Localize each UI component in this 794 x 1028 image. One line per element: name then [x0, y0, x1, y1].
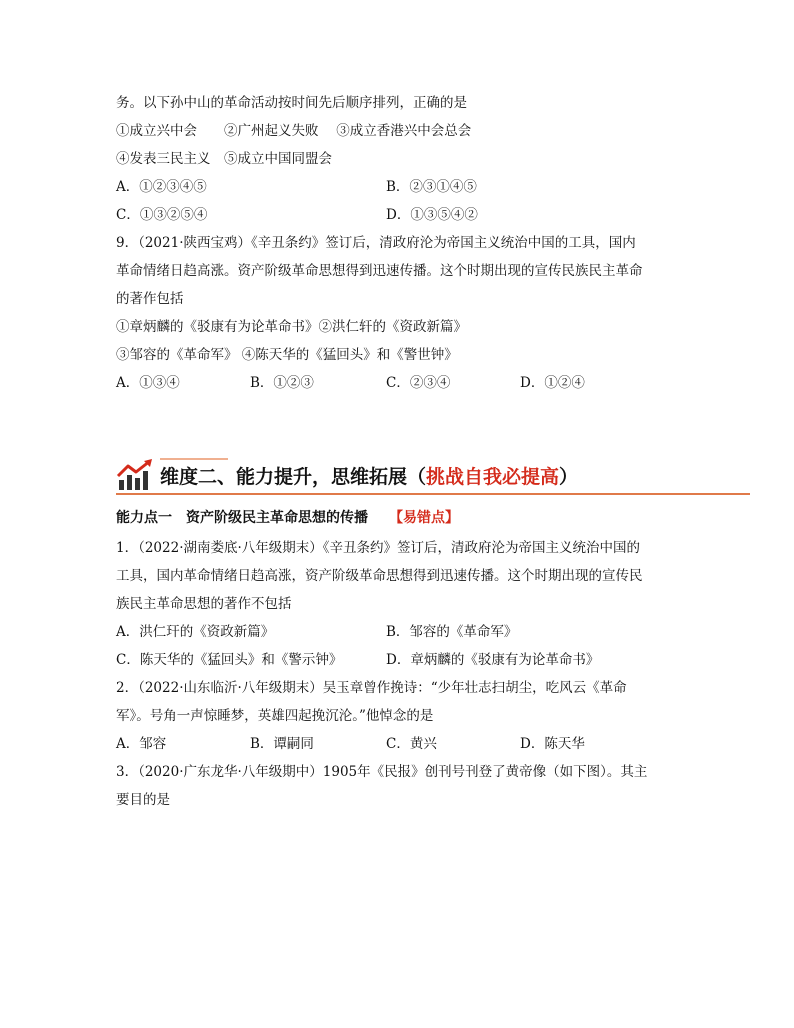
q2-stem-line2: 军》。号角一声惊睡梦，英雄四起挽沉沦。”他悼念的是: [116, 708, 434, 724]
subsection-tag: 【易错点】: [396, 510, 459, 526]
subsection-label: 能力点一 资产阶级民主革命思想的传播: [116, 510, 396, 526]
q1-stem-line1: 1．（2022·湖南娄底·八年级期末）《辛丑条约》签订后，清政府沦为帝国主义统治中国的: [116, 540, 641, 556]
q9-stem-line2: 革命情绪日趋高涨。资产阶级革命思想得到迅速传播。这个时期出现的宣传民族民主革命: [116, 263, 643, 279]
q3-stem-line2: 要目的是: [116, 792, 170, 808]
q2-option-c: C．黄兴: [386, 736, 437, 752]
section-title-close: ）: [559, 466, 579, 488]
q2-option-b: B．谭嗣同: [250, 736, 314, 752]
q1-option-a: A．洪仁玕的《资政新篇》: [116, 624, 275, 640]
q8-stem: 务。以下孙中山的革命活动按时间先后顺序排列，正确的是: [116, 95, 467, 111]
q8-items-line1: ①成立兴中会 ②广州起义失败 ③成立香港兴中会总会: [116, 123, 472, 139]
q2-stem-line1: 2．（2022·山东临沂·八年级期末）吴玉章曾作挽诗：“少年壮志扫胡尘，吃风云《革命: [116, 680, 627, 696]
section-divider: [116, 493, 750, 495]
section-header: [116, 458, 750, 496]
q9-items-line1: ①章炳麟的《驳康有为论革命书》②洪仁轩的《资政新篇》: [116, 319, 467, 335]
q8-option-a: A．①②③④⑤: [116, 179, 207, 195]
q3-stem-line1: 3．（2020·广东龙华·八年级期中）1905年《民报》创刊号刊登了黄帝像（如下图）。其主: [116, 764, 648, 780]
q9-option-d: D．①②④: [520, 375, 585, 391]
q1-option-b: B．邹容的《革命军》: [386, 624, 518, 640]
q8-option-d: D．①③⑤④②: [386, 207, 478, 223]
q9-items-line2: ③邹容的《革命军》 ④陈天华的《猛回头》和《警世钟》: [116, 347, 458, 363]
q1-option-d: D．章炳麟的《驳康有为论革命书》: [386, 652, 600, 668]
subsection-title: [116, 507, 459, 527]
q9-option-a: A．①③④: [116, 375, 180, 391]
section-title-main: 维度二、能力提升，思维拓展（: [160, 466, 427, 488]
q9-option-c: C．②③④: [386, 375, 451, 391]
q8-option-c: C．①③②⑤④: [116, 207, 208, 223]
q9-stem-line1: 9．（2021·陕西宝鸡）《辛丑条约》签订后，清政府沦为帝国主义统治中国的工具，国内: [116, 235, 636, 251]
q1-option-c: C．陈天华的《猛回头》和《警示钟》: [116, 652, 343, 668]
q1-stem-line3: 族民主革命思想的著作不包括: [116, 596, 292, 612]
header-top-accent-line: [160, 458, 228, 460]
q2-option-a: A．邹容: [116, 736, 167, 752]
chart-arrow-icon: [116, 458, 156, 492]
q2-option-d: D．陈天华: [520, 736, 585, 752]
q1-stem-line2: 工具，国内革命情绪日趋高涨，资产阶级革命思想得到迅速传播。这个时期出现的宣传民: [116, 568, 643, 584]
section-title: [160, 462, 578, 489]
q9-option-b: B．①②③: [250, 375, 314, 391]
section-title-accent: 挑战自我必提高: [426, 466, 560, 488]
q8-option-b: B．②③①④⑤: [386, 179, 477, 195]
q8-items-line2: ④发表三民主义 ⑤成立中国同盟会: [116, 151, 332, 167]
q9-stem-line3: 的著作包括: [116, 291, 184, 307]
